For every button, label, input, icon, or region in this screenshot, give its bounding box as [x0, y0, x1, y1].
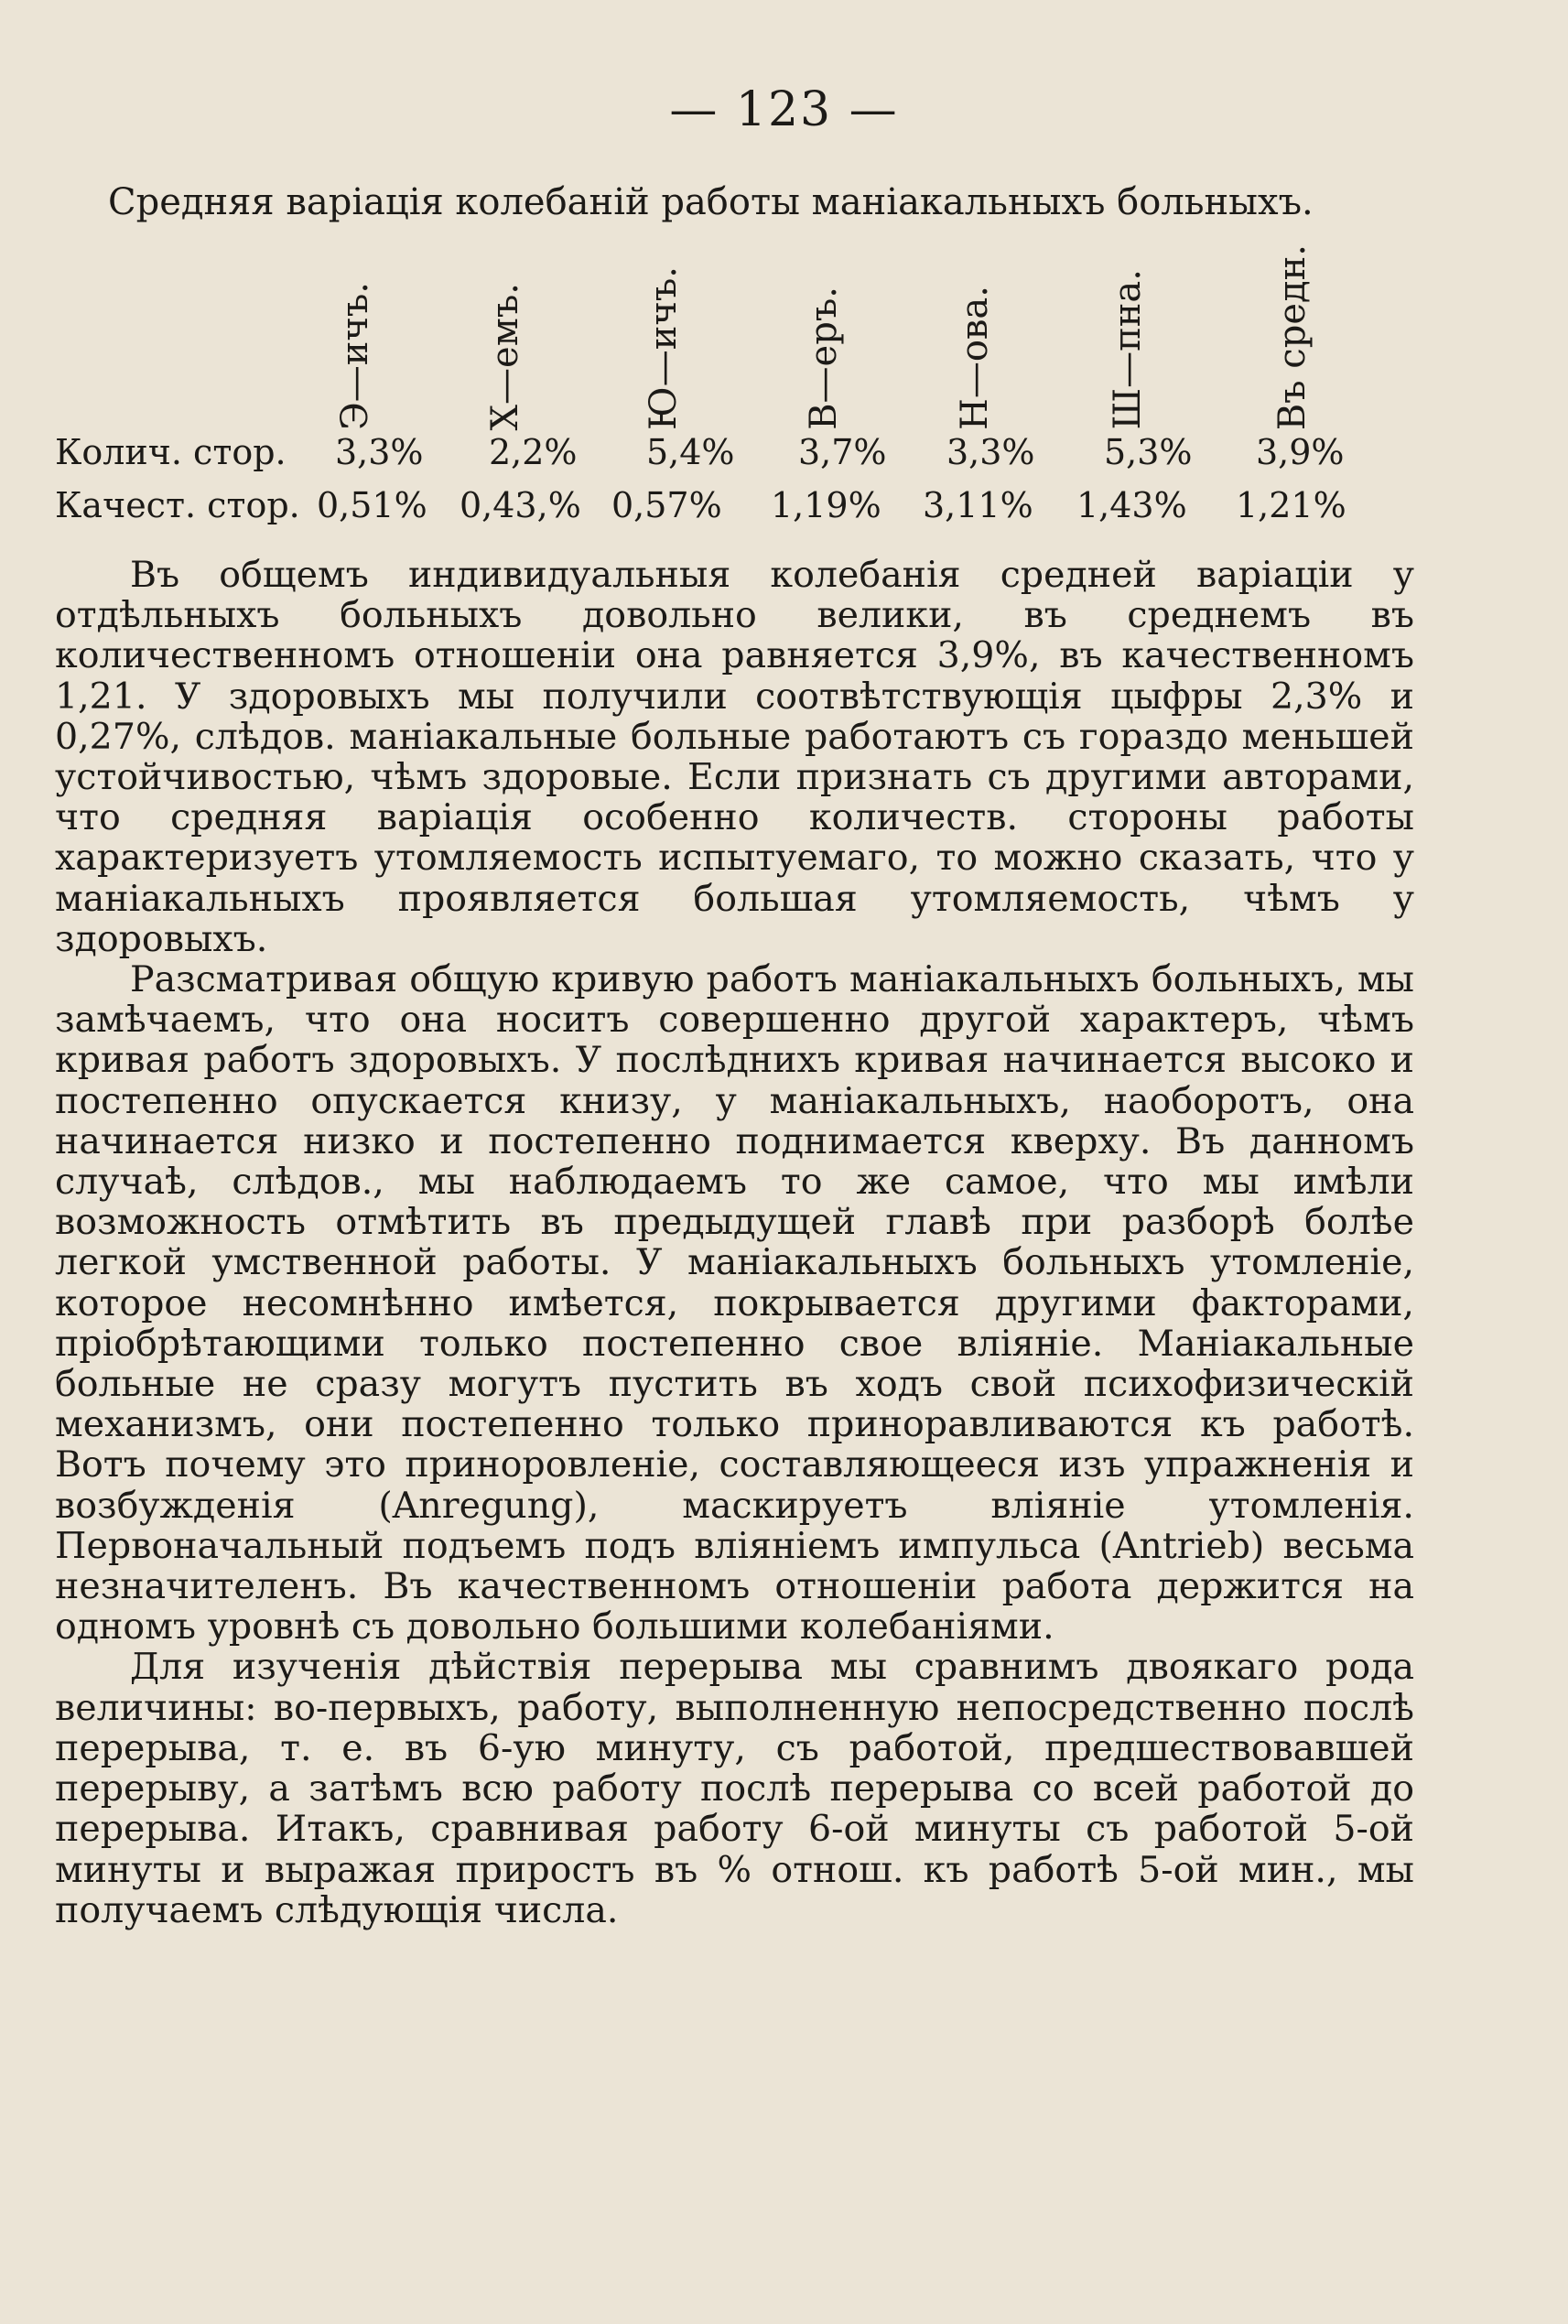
column-header: Х—емъ. [484, 282, 526, 430]
table-cell: 3,3% [335, 432, 424, 472]
table-cell: 5,4% [646, 432, 735, 472]
column-header: Ю—ичъ. [643, 265, 685, 430]
column-header: Э—ичъ. [334, 282, 376, 430]
table-cell: 2,2% [489, 432, 578, 472]
column-header: Ш—пна. [1107, 269, 1149, 430]
column-header: Н—ова. [954, 285, 996, 430]
table-title: Средняя варiацiя колебанiй работы манiакальныхъ больныхъ. [108, 181, 1314, 223]
paragraph: Разсматривая общую кривую работъ манiакальныхъ больныхъ, мы замѣчаемъ, что она носитъ совершенно другой характеръ, чѣмъ кривая работъ здоровыхъ. У послѣднихъ кривая начинается высоко и постепенно опускается книзу, у манiакальныхъ, наоборотъ, она начинается низко и постепенно поднимается кверху. Въ данномъ случаѣ, слѣдов., мы наблюдаемъ то же самое, что мы имѣли возможность отмѣтить въ предыдущей главѣ при разборѣ болѣе легкой умственной работы. У манiакальныхъ больныхъ утомленiе, которое несомнѣнно имѣется, покрывается другими факторами, прiобрѣтающими только постепенно свое влiянiе. Манiакальные больные не сразу могутъ пустить въ ходъ свой психофизическiй механизмъ, они постепенно только приноравливаются къ работѣ. Вотъ почему это приноровленiе, составляющееся изъ упражненiя и возбужденiя (Anregung), маскируетъ влiянiе утомленiя. Первоначальный подъемъ подъ влiянiемъ импульса (Antrieb) весьма незначителенъ. Въ качественномъ отношенiи работа держится на одномъ уровнѣ съ довольно большими колебанiями. [55, 958, 1414, 1648]
table-cell: 3,3% [946, 432, 1035, 472]
page-number: — 123 — [669, 82, 899, 137]
table-cell: 3,9% [1256, 432, 1345, 472]
table-cell: 3,7% [798, 432, 887, 472]
body-text [55, 555, 1414, 1930]
row-label: Колич. стор. [55, 432, 287, 472]
table-cell: 0,57% [611, 485, 722, 525]
table-row [0, 485, 1568, 531]
paragraph: Въ общемъ индивидуальныя колебанiя средней варiацiи у отдѣльныхъ больныхъ довольно велики, въ среднемъ въ количественномъ отношенiи она равняется 3,9%, въ качественномъ 1,21. У здоровыхъ мы получили соотвѣтствующiя цыфры 2,3% и 0,27%, слѣдов. манiакальные больные работаютъ съ гораздо меньшей устойчивостью, чѣмъ здоровые. Если признать съ другими авторами, что средняя варiацiя особенно количеств. стороны работы характеризуетъ утомляемость испытуемаго, то можно сказать, что у манiакальныхъ проявляется большая утомляемость, чѣмъ у здоровыхъ. [55, 554, 1414, 960]
table-cell: 1,43% [1076, 485, 1187, 525]
table-cell: 1,21% [1236, 485, 1346, 525]
table-column-headers [0, 229, 1568, 430]
column-header: В—еръ. [803, 286, 845, 430]
table-row [0, 432, 1568, 478]
row-label: Качест. стор. [55, 485, 300, 525]
paragraph: Для изученiя дѣйствiя перерыва мы сравнимъ двоякаго рода величины: во-первыхъ, работу, выполненную непосредственно послѣ перерыва, т. е. въ 6-ую минуту, съ работой, предшествовавшей перерыву, а затѣмъ всю работу послѣ перерыва со всей работой до перерыва. Итакъ, сравнивая работу 6-ой минуты съ работой 5-ой минуты и выражая приростъ въ % отнош. къ работѣ 5-ой мин., мы получаемъ слѣдующiя числа. [55, 1646, 1414, 1931]
table-cell: 1,19% [771, 485, 881, 525]
table-cell: 5,3% [1104, 432, 1193, 472]
table-cell: 0,51% [317, 485, 427, 525]
table-cell: 0,43,% [460, 485, 581, 525]
column-header: Въ средн. [1271, 243, 1314, 430]
table-cell: 3,11% [923, 485, 1033, 525]
